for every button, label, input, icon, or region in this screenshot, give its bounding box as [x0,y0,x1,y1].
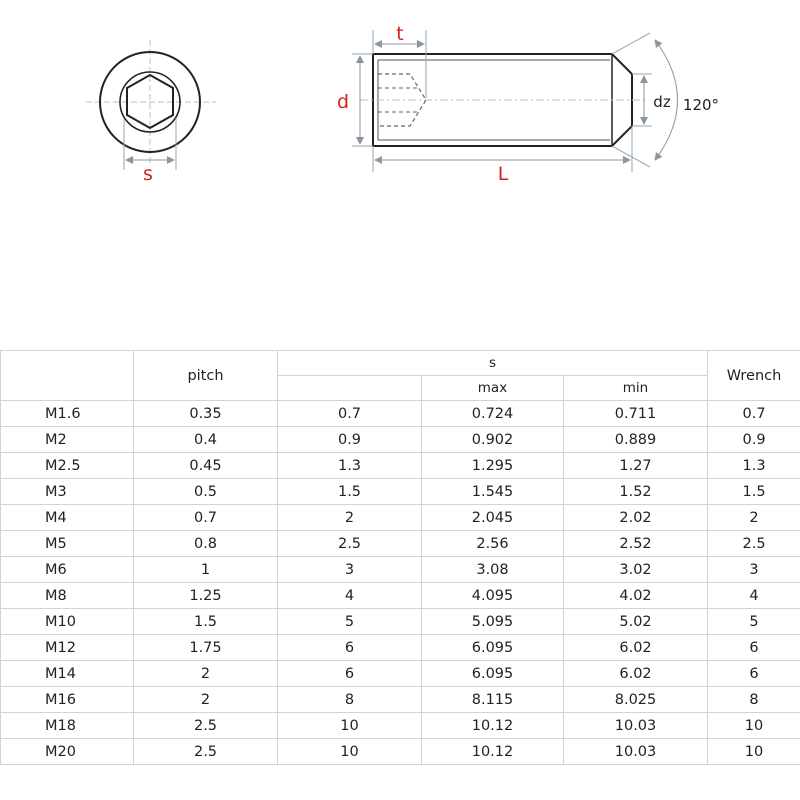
s-min-cell: 3.02 [564,557,708,583]
s-nominal-cell: 10 [278,713,422,739]
table-row [1,635,800,661]
s-min-cell: 10.03 [564,739,708,765]
pitch-cell: 0.7 [134,505,278,531]
s-nominal-cell: 8 [278,687,422,713]
s-max-cell: 0.902 [422,427,564,453]
wrench-cell: 5 [708,609,800,635]
socket-hidden-lines [378,74,426,126]
table-row [1,531,800,557]
s-min-cell: 1.27 [564,453,708,479]
s-max-cell: 1.545 [422,479,564,505]
size-cell: M14 [1,661,134,687]
s-nominal-cell: 2 [278,505,422,531]
s-nominal-cell: 2.5 [278,531,422,557]
wrench-cell: 1.5 [708,479,800,505]
s-max-cell: 6.095 [422,661,564,687]
header-min: min [564,376,708,401]
table-row [1,739,800,765]
wrench-cell: 1.3 [708,453,800,479]
size-cell: M6 [1,557,134,583]
header-wrench: Wrench [708,351,800,401]
dimension-table [0,350,800,765]
s-min-cell: 5.02 [564,609,708,635]
s-max-cell: 10.12 [422,739,564,765]
s-nominal-cell: 6 [278,661,422,687]
table-row [1,687,800,713]
s-min-cell: 8.025 [564,687,708,713]
s-min-cell: 2.02 [564,505,708,531]
pitch-cell: 2 [134,687,278,713]
s-min-cell: 10.03 [564,713,708,739]
pitch-cell: 0.8 [134,531,278,557]
pitch-cell: 2.5 [134,713,278,739]
s-nominal-cell: 1.3 [278,453,422,479]
s-max-cell: 1.295 [422,453,564,479]
pitch-cell: 1 [134,557,278,583]
dz-label: dz [653,93,671,111]
table-row [1,401,800,427]
size-cell: M18 [1,713,134,739]
wrench-cell: 6 [708,661,800,687]
wrench-cell: 6 [708,635,800,661]
s-min-cell: 4.02 [564,583,708,609]
size-cell: M16 [1,687,134,713]
table-row [1,713,800,739]
wrench-cell: 10 [708,713,800,739]
s-nominal-cell: 3 [278,557,422,583]
table-row [1,583,800,609]
size-cell: M12 [1,635,134,661]
pitch-cell: 1.5 [134,609,278,635]
wrench-cell: 10 [708,739,800,765]
header-s: s [278,351,708,376]
s-nominal-cell: 0.9 [278,427,422,453]
s-max-cell: 5.095 [422,609,564,635]
header-size [1,351,134,401]
wrench-cell: 2 [708,505,800,531]
size-cell: M8 [1,583,134,609]
pitch-cell: 2 [134,661,278,687]
table-row [1,557,800,583]
wrench-cell: 0.7 [708,401,800,427]
size-cell: M10 [1,609,134,635]
s-min-cell: 2.52 [564,531,708,557]
pitch-cell: 0.4 [134,427,278,453]
s-nominal-cell: 6 [278,635,422,661]
table-row [1,427,800,453]
table-row [1,661,800,687]
set-screw-diagram [0,0,800,330]
header-s-nominal [278,376,422,401]
pitch-cell: 0.35 [134,401,278,427]
size-cell: M4 [1,505,134,531]
table-row [1,505,800,531]
pitch-cell: 2.5 [134,739,278,765]
angle-label: 120° [682,96,720,114]
s-nominal-cell: 1.5 [278,479,422,505]
size-cell: M20 [1,739,134,765]
s-label: s [143,163,153,185]
s-min-cell: 0.711 [564,401,708,427]
end-view [86,40,216,170]
s-nominal-cell: 10 [278,739,422,765]
pitch-cell: 0.45 [134,453,278,479]
side-view [352,30,678,172]
pitch-cell: 1.75 [134,635,278,661]
size-cell: M5 [1,531,134,557]
wrench-cell: 3 [708,557,800,583]
t-label: t [396,23,404,45]
size-cell: M2.5 [1,453,134,479]
table-row [1,479,800,505]
size-cell: M2 [1,427,134,453]
s-nominal-cell: 5 [278,609,422,635]
table-row [1,453,800,479]
s-max-cell: 4.095 [422,583,564,609]
wrench-cell: 0.9 [708,427,800,453]
s-nominal-cell: 0.7 [278,401,422,427]
wrench-cell: 8 [708,687,800,713]
s-min-cell: 6.02 [564,635,708,661]
s-max-cell: 2.56 [422,531,564,557]
L-label: L [497,163,509,185]
header-pitch: pitch [134,351,278,401]
wrench-cell: 2.5 [708,531,800,557]
s-max-cell: 3.08 [422,557,564,583]
size-cell: M3 [1,479,134,505]
s-min-cell: 1.52 [564,479,708,505]
pitch-cell: 1.25 [134,583,278,609]
s-max-cell: 6.095 [422,635,564,661]
header-max: max [422,376,564,401]
d-label: d [336,91,350,113]
s-max-cell: 8.115 [422,687,564,713]
size-cell: M1.6 [1,401,134,427]
s-max-cell: 0.724 [422,401,564,427]
s-max-cell: 2.045 [422,505,564,531]
pitch-cell: 0.5 [134,479,278,505]
s-max-cell: 10.12 [422,713,564,739]
table-row [1,609,800,635]
s-nominal-cell: 4 [278,583,422,609]
s-min-cell: 0.889 [564,427,708,453]
s-min-cell: 6.02 [564,661,708,687]
wrench-cell: 4 [708,583,800,609]
